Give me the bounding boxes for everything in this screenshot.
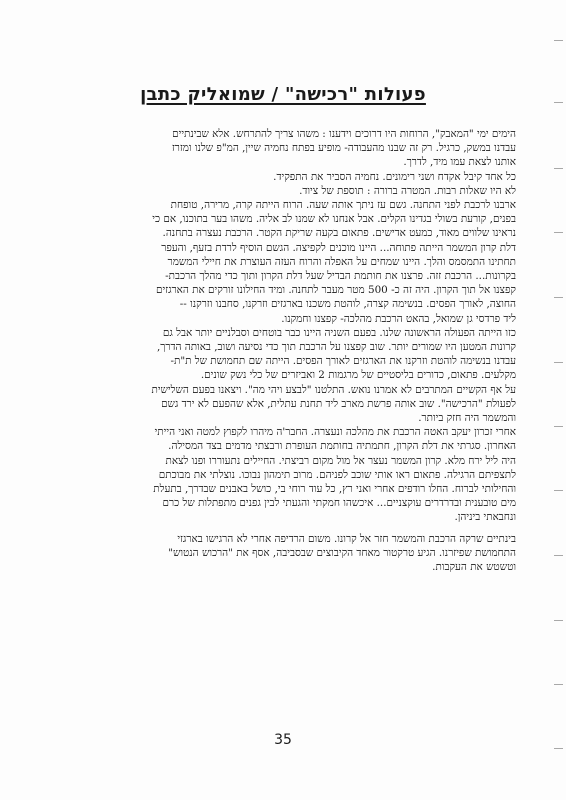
text-line: האחרון. סגרתי את דלת הקרון, חתמתיה בחותמת העופרת ורבצתי מדמים בצד המסילה. (168, 440, 516, 453)
text-line: ונחבאתי ביניהן. (454, 511, 516, 524)
text-line: מקלעים. פתאום, כדורים בליסטיים של מרגמות 2 ואביזרים של כלי נשק שונים. (200, 369, 516, 382)
text-line: וטשטש את העקבות. (432, 561, 516, 574)
text-line: היה ליל ירח מלא. קרון המשמר נעצר אל מול מקום רביצתי. החיילים נתעוררו ופנו לצאת (165, 454, 516, 467)
document-title-text: פעולות "רכישה" / שמואליק כתבן (140, 84, 426, 105)
body-text (68, 127, 516, 574)
edge-tick (554, 168, 563, 169)
edge-tick (554, 40, 563, 41)
text-line: דלת קרון המשמר הייתה פתוחה... היינו מוכנים לקפיצה. הגשם הוסיף לרדת בזעף, והעפר (161, 241, 516, 254)
edge-tick (554, 555, 563, 556)
text-line: על אף הקשיים המתרבים לא אמרנו נואש. התלטנו "לבצע ויהי מה". ויצאנו בפעם השלישית (151, 383, 516, 396)
text-line: לפעולת "הרכישה". שוב אותה פרשת מארב ליד תחנת עתלית, אלא שהפעם לא ירד גשם (161, 397, 516, 410)
text-line: אחרי זכרון יעקב האטה הרכבת את מהלכה ונעצרה. החבר'ה מיהרו לקפוץ למטה ואני הייתי (154, 426, 516, 439)
text-line: תחתינו התמסמס והלך. היינו שמחים על האפלה והרוח העזה העוצרת את חיילי המשמר (167, 255, 516, 268)
text-line: אותנו לצאת עמו מיד, לדרך. (403, 156, 516, 169)
edge-tick (554, 232, 563, 233)
edge-tick (554, 490, 563, 491)
document-title (50, 84, 516, 105)
text-line: בינתיים שרקה הרכבת והמשמר חזר אל קרונו. משום הרדיפה אחרי לא הרגישו בארגזי (177, 532, 516, 545)
edge-tick (554, 297, 563, 298)
text-line: מים טובענית ובדרדרים עוקצניים... איכשהו חמקתי והגעתי לבין גפנים מתפתלות של כרם (162, 497, 516, 510)
text-line: בקרונות... הרכבת זזה. פרצנו את חותמת הבדיל שעל דלת הקרון ותוך כדי מהלך הרכבת- (165, 270, 516, 283)
text-line: כזו הייתה הפעולה הראשונה שלנו. בפעם השניה היינו כבר בוטחים וסבלניים יותר אבל גם (162, 326, 516, 339)
text-line: בפנים, קורעת בשולי בגדינו הקלים. אבל אנחנו לא שמנו לב אליה. משהו בער בתוכנו, אם כי (152, 213, 516, 226)
text-line: והחילותי לברוח. החלו רודפים אחרי ואני רץ, כל עוד רוחי בי, כושל באבנים שבדרך, בתעלת (153, 483, 516, 496)
edge-tick (554, 426, 563, 427)
text-line: הימים ימי "המאבק", הרוחות היו דרוכים וידענו : משהו צריך להתרחש. אלא שבינתיים (172, 128, 516, 140)
text-line: התחמושת שפיזרנו. הגיע טרקטור מאחד הקיבוצים שבסביבה, אסף את "הרכוש הנטוש" (168, 546, 516, 559)
text-line: לתצפיתם הרגילה. פתאום ראו אותי שוכב לפניהם. מרוב תימהון נבוכו. נוצלתי את מבוכתם (158, 468, 516, 481)
text-line: והמשמר היה חזק ביותר. (418, 412, 516, 425)
text-line: ליד פרדסי גן שמואל, בהאט הרכבת מהלכה- קפצנו וחמקנו. (281, 312, 516, 325)
text-line: החוצה, לאורך הפסים. בנשימה קצרה, לוהטת משכנו בארגזים וזרקנו, סחבנו וזרקנו -- (179, 298, 516, 311)
text-line: עבדנו בנשימה לוהטת וזרקנו את הארגזים לאורך הפסים. הייתה שם תחמושת של ת"ת- (170, 355, 516, 368)
edge-tick (554, 620, 563, 621)
edge-tick (554, 748, 563, 749)
text-line: ארבנו לרכבת לפני התחנה. גשם עז ניתך אותה שעה. הרוח הייתה קרה, מרירה, טופחת (170, 199, 516, 212)
text-line: עבדנו במשק, כרגיל. רק זה שבנו מהעבודה- מופיע בפתח נחמיה שיין, המ"פ שלנו ומזרז (171, 142, 516, 155)
text-line: נראינו שלווים מאוד, כמעט אדישים. פתאום בקעה שריקת הקטר. הרכבת נעצרה בתחנה. (162, 227, 516, 240)
page-number: 35 (274, 732, 292, 748)
text-line: כל אחד קיבל אקדח ושני רימונים. נחמיה הסביר את התפקיד. (273, 170, 516, 183)
edge-tick (554, 362, 563, 363)
text-line: לא היו שאלות רבות. המטרה ברורה : תוספת של ציוד. (299, 184, 516, 197)
text-line: קפצנו אל תוך הקרון. היה זה כ- 500 מטר מעבר לתחנה. ומיד החילונו זורקים את הארגזים (156, 284, 516, 297)
edge-tick (554, 684, 563, 685)
text-line: קרונות המטען היו שמורים יותר. שוב קפצנו על הרכבת תוך כדי נסיעה ושוב, באותה הדרך, (156, 341, 516, 354)
edge-tick (554, 102, 563, 103)
